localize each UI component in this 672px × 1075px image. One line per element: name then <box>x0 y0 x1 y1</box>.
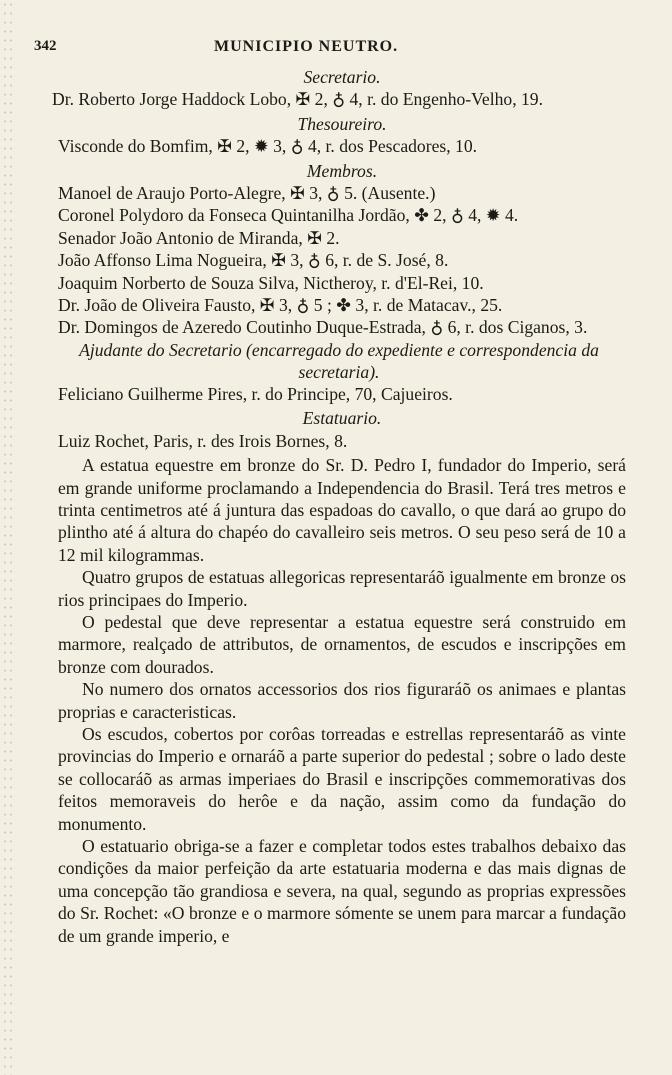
paragraph: Os escudos, cobertos por corôas torreadas e estrellas representaráõ as vinte provincias do Imperio e ornaráõ a parte superior do pedestal ; sobre o lado deste se collocaráõ as armas imperiaes do Brasil e inscripções commemorativas dos feitos memoraveis do herôe e da nação, assim como da fundação do monumento. <box>58 723 626 834</box>
entry-thesoureiro: Visconde do Bomfim, ✠ 2, ✹ 3, ♁ 4, r. dos Pescadores, 10. <box>58 136 478 157</box>
section-heading-membros: Membros. <box>306 160 378 181</box>
section-heading-estatuario: Estatuario. <box>302 408 382 429</box>
entry-ajudante: Feliciano Guilherme Pires, r. do Principe, 70, Cajueiros. <box>58 383 453 404</box>
paragraph: No numero dos ornatos accessorios dos rios figuraráõ os animaes e plantas proprias e caracteristicas. <box>58 679 626 722</box>
page-header <box>34 38 634 62</box>
paragraph: Quatro grupos de estatuas allegoricas representaráõ igualmente em bronze os rios principaes do Imperio. <box>58 567 626 610</box>
paragraph: O pedestal que deve representar a estatua equestre será construido em marmore, realçado de attributos, de ornamentos, de escudos e inscripções em bronze com dourados. <box>58 611 626 677</box>
page-content <box>52 66 626 947</box>
entry-membro: Coronel Polydoro da Fonseca Quintanilha Jordão, ✤ 2, ♁ 4, ✹ 4. <box>58 205 519 226</box>
page-number: 342 <box>34 38 57 54</box>
paragraph: A estatua equestre em bronze do Sr. D. Pedro I, fundador do Imperio, será em grande uniforme proclamando a Independencia do Brasil. Terá tres metros e trinta centimetros até á juntura das espadoas do cavallo, o que dará ao grupo do plintho até á altura do chapéo do cavalleiro seis metros. O seu peso será de 10 a 12 mil kilogrammas. <box>58 455 626 565</box>
entry-membro: Manoel de Araujo Porto-Alegre, ✠ 3, ♁ 5. (Ausente.) <box>58 183 436 204</box>
entry-membro: João Affonso Lima Nogueira, ✠ 3, ♁ 6, r. de S. José, 8. <box>58 250 449 271</box>
entry-membro: Senador João Antonio de Miranda, ✠ 2. <box>58 227 340 248</box>
entry-membro: Dr. Domingos de Azeredo Coutinho Duque-Estrada, ♁ 6, r. dos Ciganos, 3. <box>58 317 588 338</box>
paragraph: O estatuario obriga-se a fazer e completar todos estes trabalhos debaixo das condições da maior perfeição da arte estatuaria moderna e das mais dignas de uma concepção tão grandiosa e severa, na qual, segundo as proprias expressões do Sr. Rochet: «O bronze e o marmore sómente se unem para marcar a fundação de um grande imperio, e <box>58 836 626 946</box>
running-title: MUNICIPIO NEUTRO. <box>214 38 399 55</box>
section-heading-thesoureiro: Thesoureiro. <box>297 113 387 134</box>
entry-estatuario: Luiz Rochet, Paris, r. des Irois Bornes, 8. <box>58 430 348 451</box>
entry-membro: Joaquim Norberto de Souza Silva, Nictheroy, r. d'El-Rei, 10. <box>58 272 484 293</box>
entry-secretario: Dr. Roberto Jorge Haddock Lobo, ✠ 2, ♁ 4, r. do Engenho-Velho, 19. <box>52 89 543 110</box>
section-heading-secretario: Secretario. <box>303 67 381 87</box>
entry-membro: Dr. João de Oliveira Fausto, ✠ 3, ♁ 5 ; ✤ 3, r. de Matacav., 25. <box>58 295 503 316</box>
section-heading-ajudante: Ajudante do Secretario (encarregado do expediente e correspondencia da secretaria). <box>79 339 599 382</box>
